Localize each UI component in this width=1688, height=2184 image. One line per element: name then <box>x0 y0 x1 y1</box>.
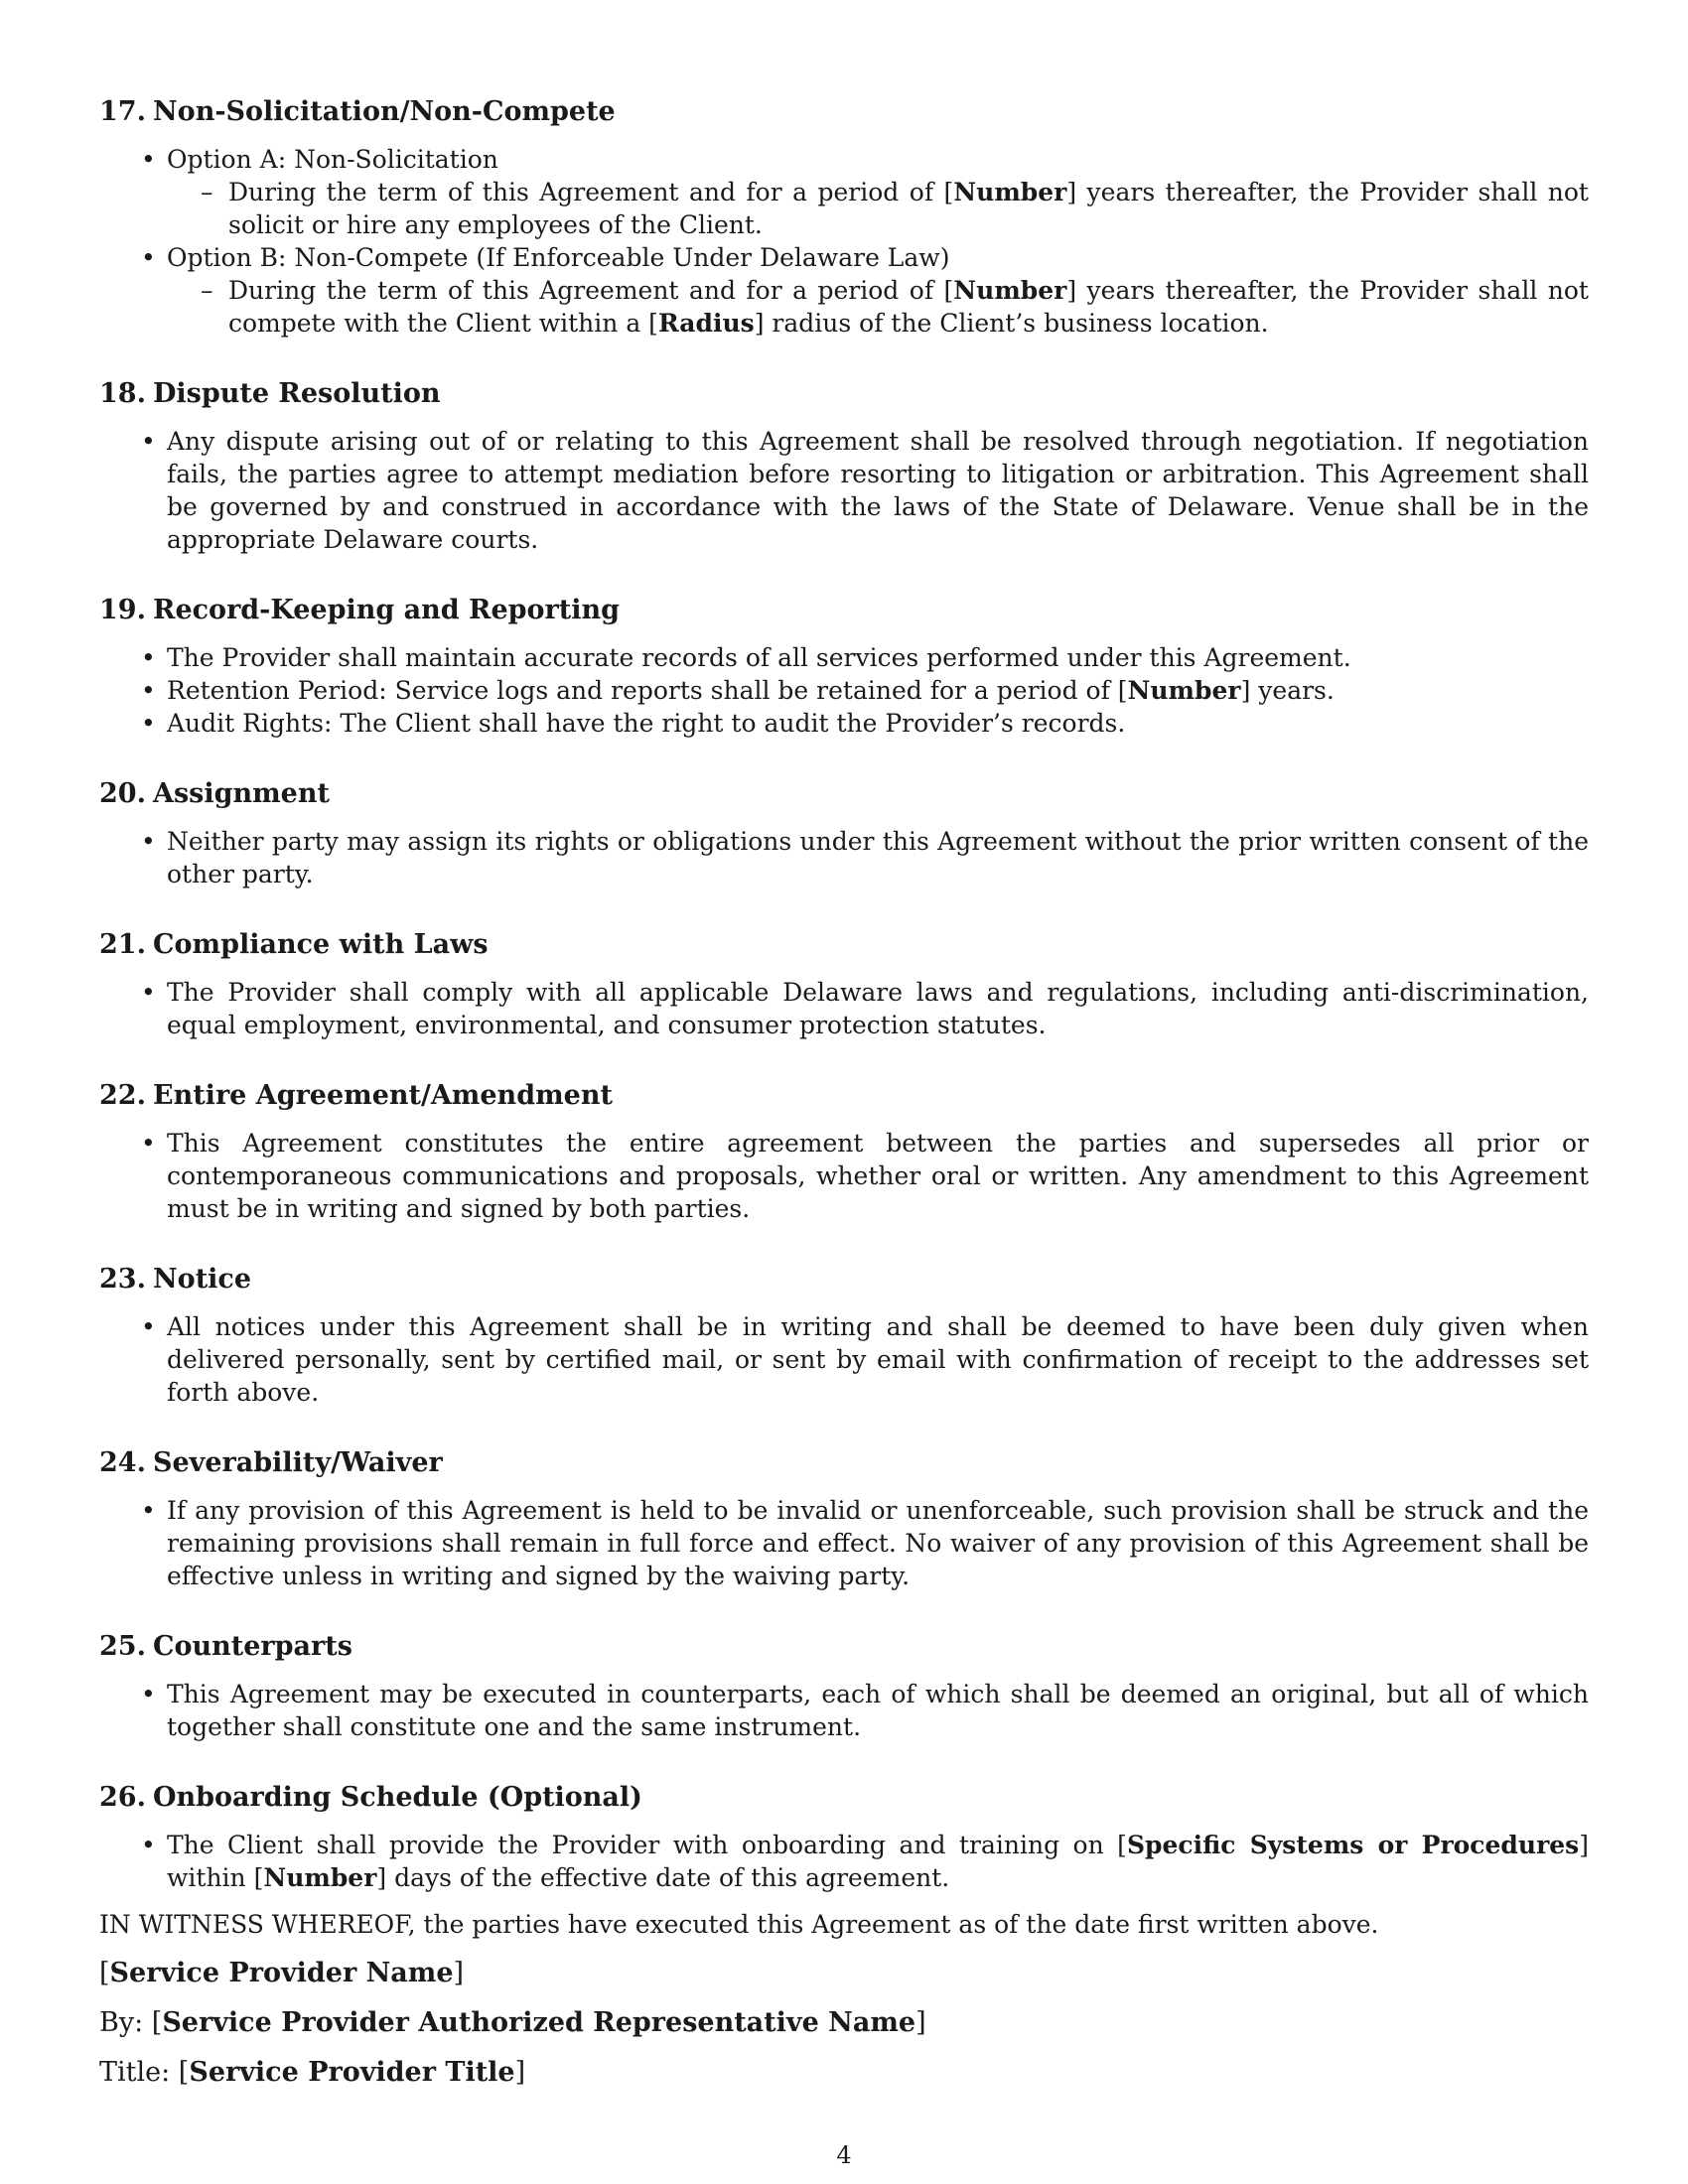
option-a: • Option A: Non-Solicitation – During the term of this Agreement and for a period of [Number] years thereafter, the Provider shall not solicit or hire any employees of the Client. <box>167 143 1589 241</box>
section-heading: 26. Onboarding Schedule (Optional) <box>99 1782 642 1813</box>
section-heading: 18. Dispute Resolution <box>99 378 441 409</box>
section-21 <box>99 928 1589 1041</box>
bullet-list <box>99 641 1589 740</box>
list-item: • This Agreement constitutes the entire agreement between the parties and supersedes all prior or contemporaneous communications and proposals, whether oral or written. Any amendment to this Agreement must be in writing and signed by both parties. <box>167 1127 1589 1225</box>
section-24 <box>99 1446 1589 1592</box>
bullet-list <box>99 825 1589 890</box>
list-item: • The Provider shall comply with all applicable Delaware laws and regulations, including anti-discrimination, equal employment, environmental, and consumer protection statutes. <box>167 976 1589 1041</box>
dash-list <box>167 274 1589 340</box>
list-item: • The Provider shall maintain accurate records of all services performed under this Agreement. <box>167 641 1589 674</box>
section-heading: 17. Non-Solicitation/Non-Compete <box>99 96 616 127</box>
signature-name: [Service Provider Name] <box>99 1958 465 1988</box>
section-18 <box>99 377 1589 556</box>
dash-list <box>167 176 1589 241</box>
list-item: • All notices under this Agreement shall be in writing and shall be deemed to have been duly given when delivered personally, sent by certified mail, or sent by email with confirmation of receipt to the addresses set forth above. <box>167 1310 1589 1409</box>
signature-title: Title: [Service Provider Title] <box>99 2057 526 2088</box>
option-a-detail: – During the term of this Agreement and for a period of [Number] years thereafter, the Provider shall not solicit or hire any employees of the Client. <box>228 176 1589 241</box>
audit-item: • Audit Rights: The Client shall have the right to audit the Provider’s records. <box>167 707 1589 740</box>
section-heading: 19. Record-Keeping and Reporting <box>99 595 621 625</box>
section-heading: 25. Counterparts <box>99 1631 352 1662</box>
bullet-list <box>99 425 1589 556</box>
section-heading: 24. Severability/Waiver <box>99 1447 443 1478</box>
bullet-list <box>99 1127 1589 1225</box>
section-heading: 23. Notice <box>99 1264 252 1295</box>
list-item: • Neither party may assign its rights or obligations under this Agreement without the prior written consent of the other party. <box>167 825 1589 890</box>
bullet-list <box>99 143 1589 340</box>
option-b-detail: – During the term of this Agreement and for a period of [Number] years thereafter, the Provider shall not compete with the Client within a [Radius] radius of the Client’s business location. <box>228 274 1589 340</box>
onboarding-item: • The Client shall provide the Provider with onboarding and training on [Specific Systems or Procedures] within [Number] days of the effective date of this agreement. <box>167 1829 1589 1894</box>
signature-by: By: [Service Provider Authorized Representative Name] <box>99 2007 926 2038</box>
section-23 <box>99 1263 1589 1409</box>
section-19 <box>99 594 1589 740</box>
section-22 <box>99 1079 1589 1225</box>
page-number: 4 <box>836 2141 852 2169</box>
bullet-list <box>99 1494 1589 1592</box>
section-heading: 22. Entire Agreement/Amendment <box>99 1080 613 1111</box>
bullet-list <box>99 976 1589 1041</box>
section-25 <box>99 1630 1589 1743</box>
section-26 <box>99 1781 1589 1894</box>
bullet-list <box>99 1310 1589 1409</box>
retention-item: • Retention Period: Service logs and reports shall be retained for a period of [Number] years. <box>167 674 1589 707</box>
section-20 <box>99 777 1589 890</box>
bullet-list <box>99 1678 1589 1743</box>
witness-statement: IN WITNESS WHEREOF, the parties have executed this Agreement as of the date first written above. <box>99 1910 1379 1939</box>
list-item: • Any dispute arising out of or relating to this Agreement shall be resolved through negotiation. If negotiation fails, the parties agree to attempt mediation before resorting to litigation or arbitration. This Agreement shall be governed by and construed in accordance with the laws of the State of Delaware. Venue shall be in the appropriate Delaware courts. <box>167 425 1589 556</box>
section-heading: 20. Assignment <box>99 778 330 809</box>
list-item: • This Agreement may be executed in counterparts, each of which shall be deemed an original, but all of which together shall constitute one and the same instrument. <box>167 1678 1589 1743</box>
section-17 <box>99 95 1589 340</box>
section-heading: 21. Compliance with Laws <box>99 929 489 960</box>
bullet-list <box>99 1829 1589 1894</box>
option-b: • Option B: Non-Compete (If Enforceable Under Delaware Law) – During the term of this Agreement and for a period of [Number] years thereafter, the Provider shall not compete with the Client within a [Radius] radius of the Client’s business location. <box>167 241 1589 340</box>
list-item: • If any provision of this Agreement is held to be invalid or unenforceable, such provision shall be struck and the remaining provisions shall remain in full force and effect. No waiver of any provision of this Agreement shall be effective unless in writing and signed by the waiving party. <box>167 1494 1589 1592</box>
